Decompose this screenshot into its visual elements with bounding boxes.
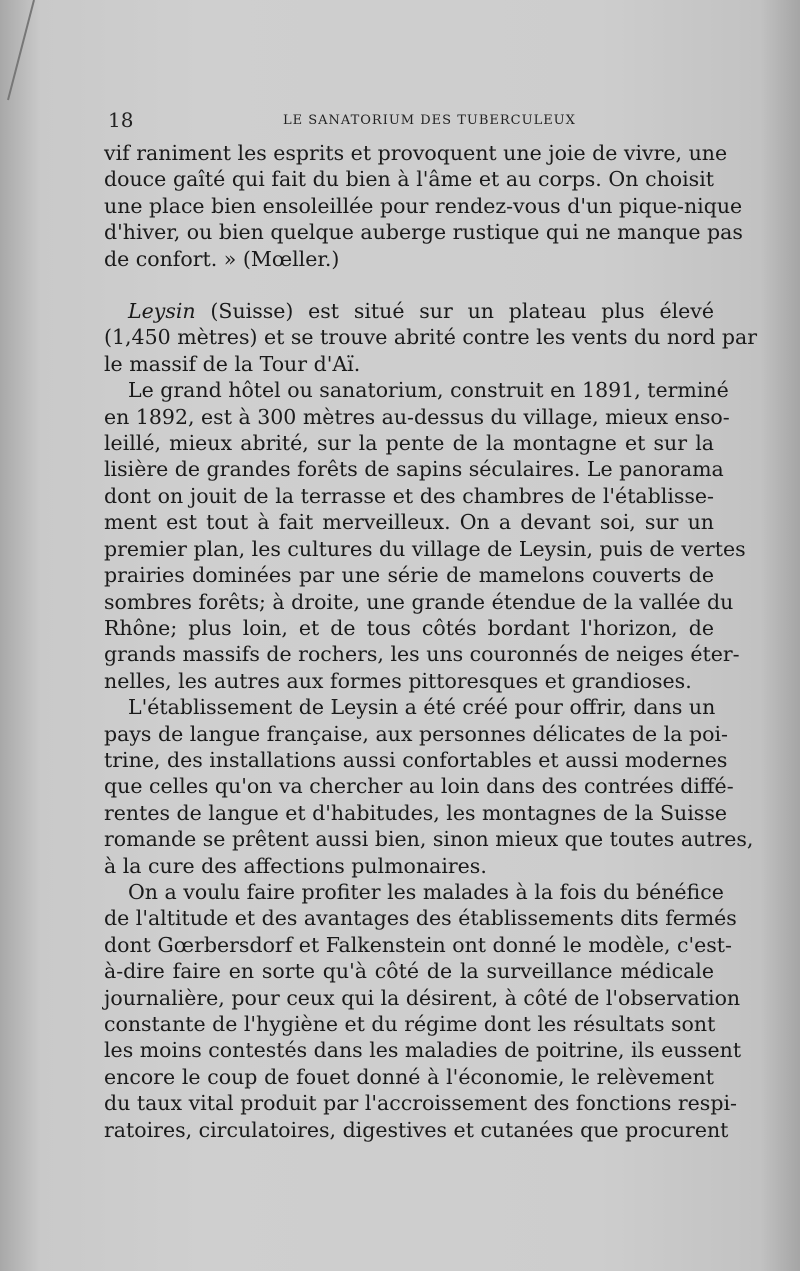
paragraph	[104, 377, 746, 694]
italic-place-name: Leysin	[128, 299, 196, 324]
text-line: du taux vital produit par l'accroissement des fonctions respi-	[104, 1091, 737, 1116]
text-line: d'hiver, ou bien quelque auberge rustique qui ne manque pas	[104, 220, 743, 245]
text-line: de l'altitude et des avantages des établissements dits fermés	[104, 906, 737, 931]
text-line: trine, des installations aussi confortables et aussi modernes	[104, 747, 728, 772]
text-line: que celles qu'on va chercher au loin dans des contrées diffé-	[104, 774, 734, 799]
text-line: rentes de langue et d'habitudes, les montagnes de la Suisse	[104, 800, 727, 825]
text-line: ment est tout à fait merveilleux. On a devant soi, sur un	[104, 510, 714, 535]
text-line: à la cure des affections pulmonaires.	[104, 853, 487, 878]
text-line: leillé, mieux abrité, sur la pente de la montagne et sur la	[104, 431, 714, 456]
text-line: prairies dominées par une série de mamelons couverts de	[104, 563, 714, 588]
text-line: constante de l'hygiène et du régime dont les résultats sont	[104, 1012, 716, 1036]
text-line-rest: (Suisse) est situé sur un plateau plus élevé	[195, 299, 714, 324]
text-line: On a voulu faire profiter les malades à la fois du bénéfice	[128, 879, 724, 904]
body-text	[104, 140, 758, 1143]
text-line: dont Gœrbersdorf et Falkenstein ont donné le modèle, c'est-	[104, 932, 732, 957]
text-line: sombres forêts; à droite, une grande étendue de la vallée du	[104, 589, 734, 614]
text-line: à-dire faire en sorte qu'à côté de la surveillance médicale	[104, 959, 714, 984]
text-line: dont on jouit de la terrasse et des chambres de l'établisse-	[104, 483, 714, 508]
text-line: encore le coup de fouet donné à l'économie, le relèvement	[104, 1064, 714, 1089]
text-line: journalière, pour ceux qui la désirent, à côté de l'observation	[104, 985, 741, 1010]
text-line: lisière de grandes forêts de sapins séculaires. Le panorama	[104, 457, 724, 482]
paragraph	[104, 694, 754, 879]
page-edge-mark	[0, 0, 40, 110]
paragraph	[104, 879, 742, 1143]
text-line: (1,450 mètres) et se trouve abrité contre les vents du nord par	[104, 325, 758, 350]
text-line: romande se prêtent aussi bien, sinon mieux que toutes autres,	[104, 827, 754, 852]
running-title: LE SANATORIUM DES TUBERCULEUX	[283, 113, 576, 128]
text-line: vif raniment les esprits et provoquent une joie de vivre, une	[104, 141, 728, 165]
text-line	[104, 298, 714, 324]
text-line: ratoires, circulatoires, digestives et cutanées que procurent	[104, 1117, 729, 1142]
text-line: douce gaîté qui fait du bien à l'âme et au corps. On choisit	[104, 167, 714, 192]
text-line: grands massifs de rochers, les uns couronnés de neiges éter-	[104, 642, 740, 667]
text-line: les moins contestés dans les maladies de poitrine, ils eussent	[104, 1038, 742, 1063]
paragraph	[104, 298, 758, 377]
text-line: en 1892, est à 300 mètres au-dessus du village, mieux enso-	[104, 404, 730, 429]
text-line: une place bien ensoleillée pour rendez-vous d'un pique-nique	[104, 193, 743, 218]
paragraph-spacer	[104, 272, 714, 298]
text-line: premier plan, les cultures du village de Leysin, puis de vertes	[104, 536, 746, 561]
text-line: Le grand hôtel ou sanatorium, construit en 1891, terminé	[128, 378, 729, 403]
text-line: le massif de la Tour d'Aï.	[104, 351, 361, 376]
page-number: 18	[108, 108, 134, 132]
text-line: pays de langue française, aux personnes délicates de la poi-	[104, 721, 728, 746]
text-line: nelles, les autres aux formes pittoresques et grandioses.	[104, 668, 692, 693]
text-line: Rhône; plus loin, et de tous côtés bordant l'horizon, de	[104, 615, 714, 640]
text-line: de confort. » (Mœller.)	[104, 246, 340, 271]
page-header	[108, 108, 713, 138]
text-line: L'établissement de Leysin a été créé pour offrir, dans un	[128, 695, 716, 720]
paragraph	[104, 140, 743, 272]
